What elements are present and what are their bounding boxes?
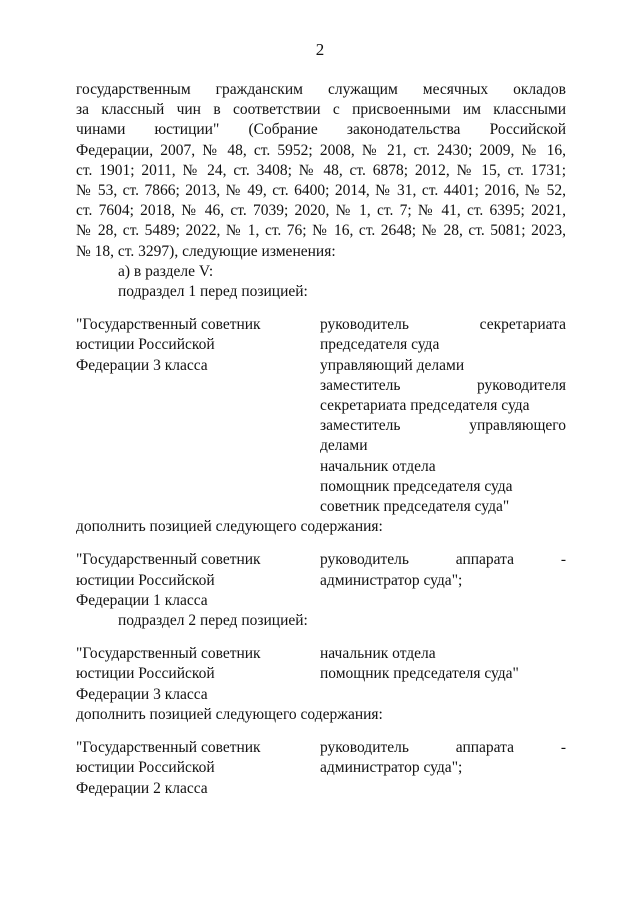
position-title-line: советник председателя суда" — [320, 498, 510, 516]
rank-line: Федерации 3 класса — [76, 685, 208, 703]
rank-line: "Государственный советник — [76, 316, 261, 334]
document-body — [76, 80, 566, 799]
intro-line: № 28, ст. 5489; 2022, № 1, ст. 76; № 16, ст. 2648; № 28, ст. 5081; 2023, — [76, 222, 566, 240]
rank-line: "Государственный советник — [76, 739, 261, 757]
rank-line: юстиции Российской — [76, 571, 215, 589]
position-table-2 — [76, 550, 566, 611]
intro-line: за классный чин в соответствии с присвоенными им классными — [76, 101, 566, 119]
item-a: а) в разделе V: — [118, 262, 214, 280]
position-title-line: начальник отдела — [320, 645, 436, 663]
position-title-line: секретариата председателя суда — [320, 397, 530, 415]
position-title-line: заместитель управляющего — [320, 417, 566, 435]
position-rank — [76, 315, 320, 517]
position-rank — [76, 644, 320, 705]
position-title-line: помощник председателя суда — [320, 477, 513, 495]
position-titles — [320, 644, 566, 705]
position-title-line: начальник отдела — [320, 457, 436, 475]
position-title-line: управляющий делами — [320, 356, 465, 374]
position-titles — [320, 315, 566, 517]
intro-paragraph — [76, 80, 566, 262]
rank-line: Федерации 2 класса — [76, 779, 208, 797]
subsection-2-intro: подраздел 2 перед позицией: — [118, 612, 308, 630]
position-table-1 — [76, 315, 566, 517]
supplement-line-1: дополнить позицией следующего содержания: — [76, 518, 383, 536]
position-titles — [320, 550, 566, 611]
intro-line: № 53, ст. 7866; 2013, № 49, ст. 6400; 2014, № 31, ст. 4401; 2016, № 52, — [76, 182, 566, 200]
subsection-1-intro: подраздел 1 перед позицией: — [118, 283, 308, 301]
position-rank — [76, 738, 320, 799]
position-title-line: руководитель аппарата - — [320, 739, 566, 757]
position-rank — [76, 550, 320, 611]
intro-line: № 18, ст. 3297), следующие изменения: — [76, 242, 336, 260]
position-title-line: администратор суда"; — [320, 759, 463, 777]
position-table-4 — [76, 738, 566, 799]
rank-line: "Государственный советник — [76, 645, 261, 663]
position-title-line: председателя суда — [320, 336, 440, 354]
rank-line: Федерации 3 класса — [76, 356, 208, 374]
position-table-3 — [76, 644, 566, 705]
position-title-line: руководитель секретариата — [320, 316, 566, 334]
intro-line: ст. 7604; 2018, № 46, ст. 7039; 2020, № 1, ст. 7; № 41, ст. 6395; 2021, — [76, 202, 566, 220]
position-title-line: руководитель аппарата - — [320, 551, 566, 569]
position-title-line: помощник председателя суда" — [320, 665, 519, 683]
page-number: 2 — [315, 40, 325, 59]
intro-line: чинами юстиции" (Собрание законодательства Российской — [76, 121, 566, 139]
position-titles — [320, 738, 566, 799]
rank-line: юстиции Российской — [76, 759, 215, 777]
intro-line: государственным гражданским служащим месячных окладов — [76, 81, 566, 98]
position-title-line: заместитель руководителя — [320, 376, 566, 394]
rank-line: "Государственный советник — [76, 551, 261, 569]
supplement-line-2: дополнить позицией следующего содержания: — [76, 705, 383, 723]
rank-line: юстиции Российской — [76, 665, 215, 683]
rank-line: Федерации 1 класса — [76, 591, 208, 609]
rank-line: юстиции Российской — [76, 336, 215, 354]
intro-line: ст. 1901; 2011, № 24, ст. 3408; № 48, ст. 6878; 2012, № 15, ст. 1731; — [76, 161, 566, 179]
intro-line: Федерации, 2007, № 48, ст. 5952; 2008, № 21, ст. 2430; 2009, № 16, — [76, 141, 566, 159]
position-title-line: администратор суда"; — [320, 571, 463, 589]
position-title-line: делами — [320, 437, 368, 455]
